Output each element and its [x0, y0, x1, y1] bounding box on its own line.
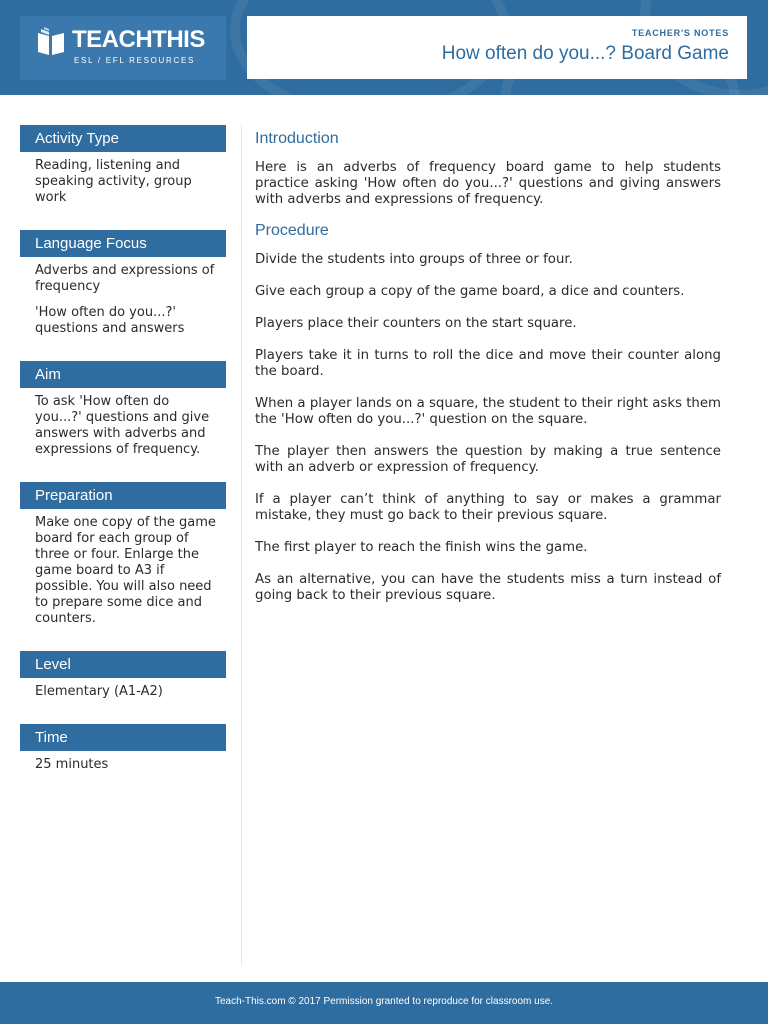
preparation-section — [20, 482, 226, 627]
title-box — [247, 16, 747, 79]
logo-subtitle: ESL / EFL RESOURCES — [74, 56, 196, 65]
logo-title: TEACHTHIS — [72, 26, 205, 53]
section-heading: Preparation — [20, 482, 226, 509]
section-heading: Level — [20, 651, 226, 678]
section-body — [20, 257, 226, 337]
section-text: Elementary (A1-A2) — [35, 684, 163, 699]
column-divider — [241, 125, 242, 965]
main-content — [255, 128, 721, 620]
section-body — [20, 388, 226, 458]
document-kicker: TEACHER'S NOTES — [631, 28, 729, 38]
open-book-icon — [36, 27, 66, 57]
section-body — [20, 509, 226, 627]
level-section — [20, 651, 226, 700]
procedure-step: If a player can’t think of anything to say or makes a grammar mistake, they must go back to their previous square. — [255, 492, 721, 523]
section-heading: Time — [20, 724, 226, 751]
section-body — [20, 751, 226, 773]
procedure-step: Players place their counters on the start square. — [255, 316, 577, 331]
logo[interactable] — [20, 16, 226, 80]
section-text: 25 minutes — [35, 757, 109, 772]
time-section — [20, 724, 226, 773]
section-body — [20, 152, 226, 206]
section-heading: Activity Type — [20, 125, 226, 152]
section-body — [20, 678, 226, 700]
procedure-step: When a player lands on a square, the student to their right asks them the 'How often do you...?' question on the square. — [255, 396, 721, 427]
copyright-notice: Teach-This.com © 2017 Permission granted to reproduce for classroom use. — [214, 996, 554, 1007]
section-text: 'How often do you...?' questions and answers — [35, 305, 185, 336]
sidebar — [20, 125, 226, 797]
introduction-text: Here is an adverbs of frequency board game to help students practice asking 'How often do you...?' questions and giving answers with adverbs and expressions of frequency. — [255, 160, 721, 207]
procedure-heading: Procedure — [255, 222, 329, 239]
page-title: How often do you...? Board Game — [441, 43, 729, 64]
language-focus-section — [20, 230, 226, 337]
section-text: Reading, listening and speaking activity, group work — [35, 158, 192, 205]
introduction-heading: Introduction — [255, 130, 339, 147]
section-text: Make one copy of the game board for each group of three or four. Enlarge the game board to A3 if possible. You will also need to prepare some dice and counters. — [35, 515, 216, 626]
section-heading: Language Focus — [20, 230, 226, 257]
procedure-step: Players take it in turns to roll the dice and move their counter along the board. — [255, 348, 721, 379]
section-text: To ask 'How often do you...?' questions and give answers with adverbs and expressions of frequency. — [35, 394, 210, 457]
procedure-step: Give each group a copy of the game board, a dice and counters. — [255, 284, 685, 299]
procedure-step: Divide the students into groups of three or four. — [255, 252, 573, 267]
procedure-step: The first player to reach the finish wins the game. — [255, 540, 588, 555]
section-heading: Aim — [20, 361, 226, 388]
aim-section — [20, 361, 226, 458]
section-text: Adverbs and expressions of frequency — [35, 263, 215, 294]
activity-type-section — [20, 125, 226, 206]
page-header — [0, 0, 768, 95]
procedure-step: The player then answers the question by making a true sentence with an adverb or expression of frequency. — [255, 444, 721, 475]
procedure-step: As an alternative, you can have the students miss a turn instead of going back to their previous square. — [255, 572, 721, 603]
page-footer — [0, 982, 768, 1024]
